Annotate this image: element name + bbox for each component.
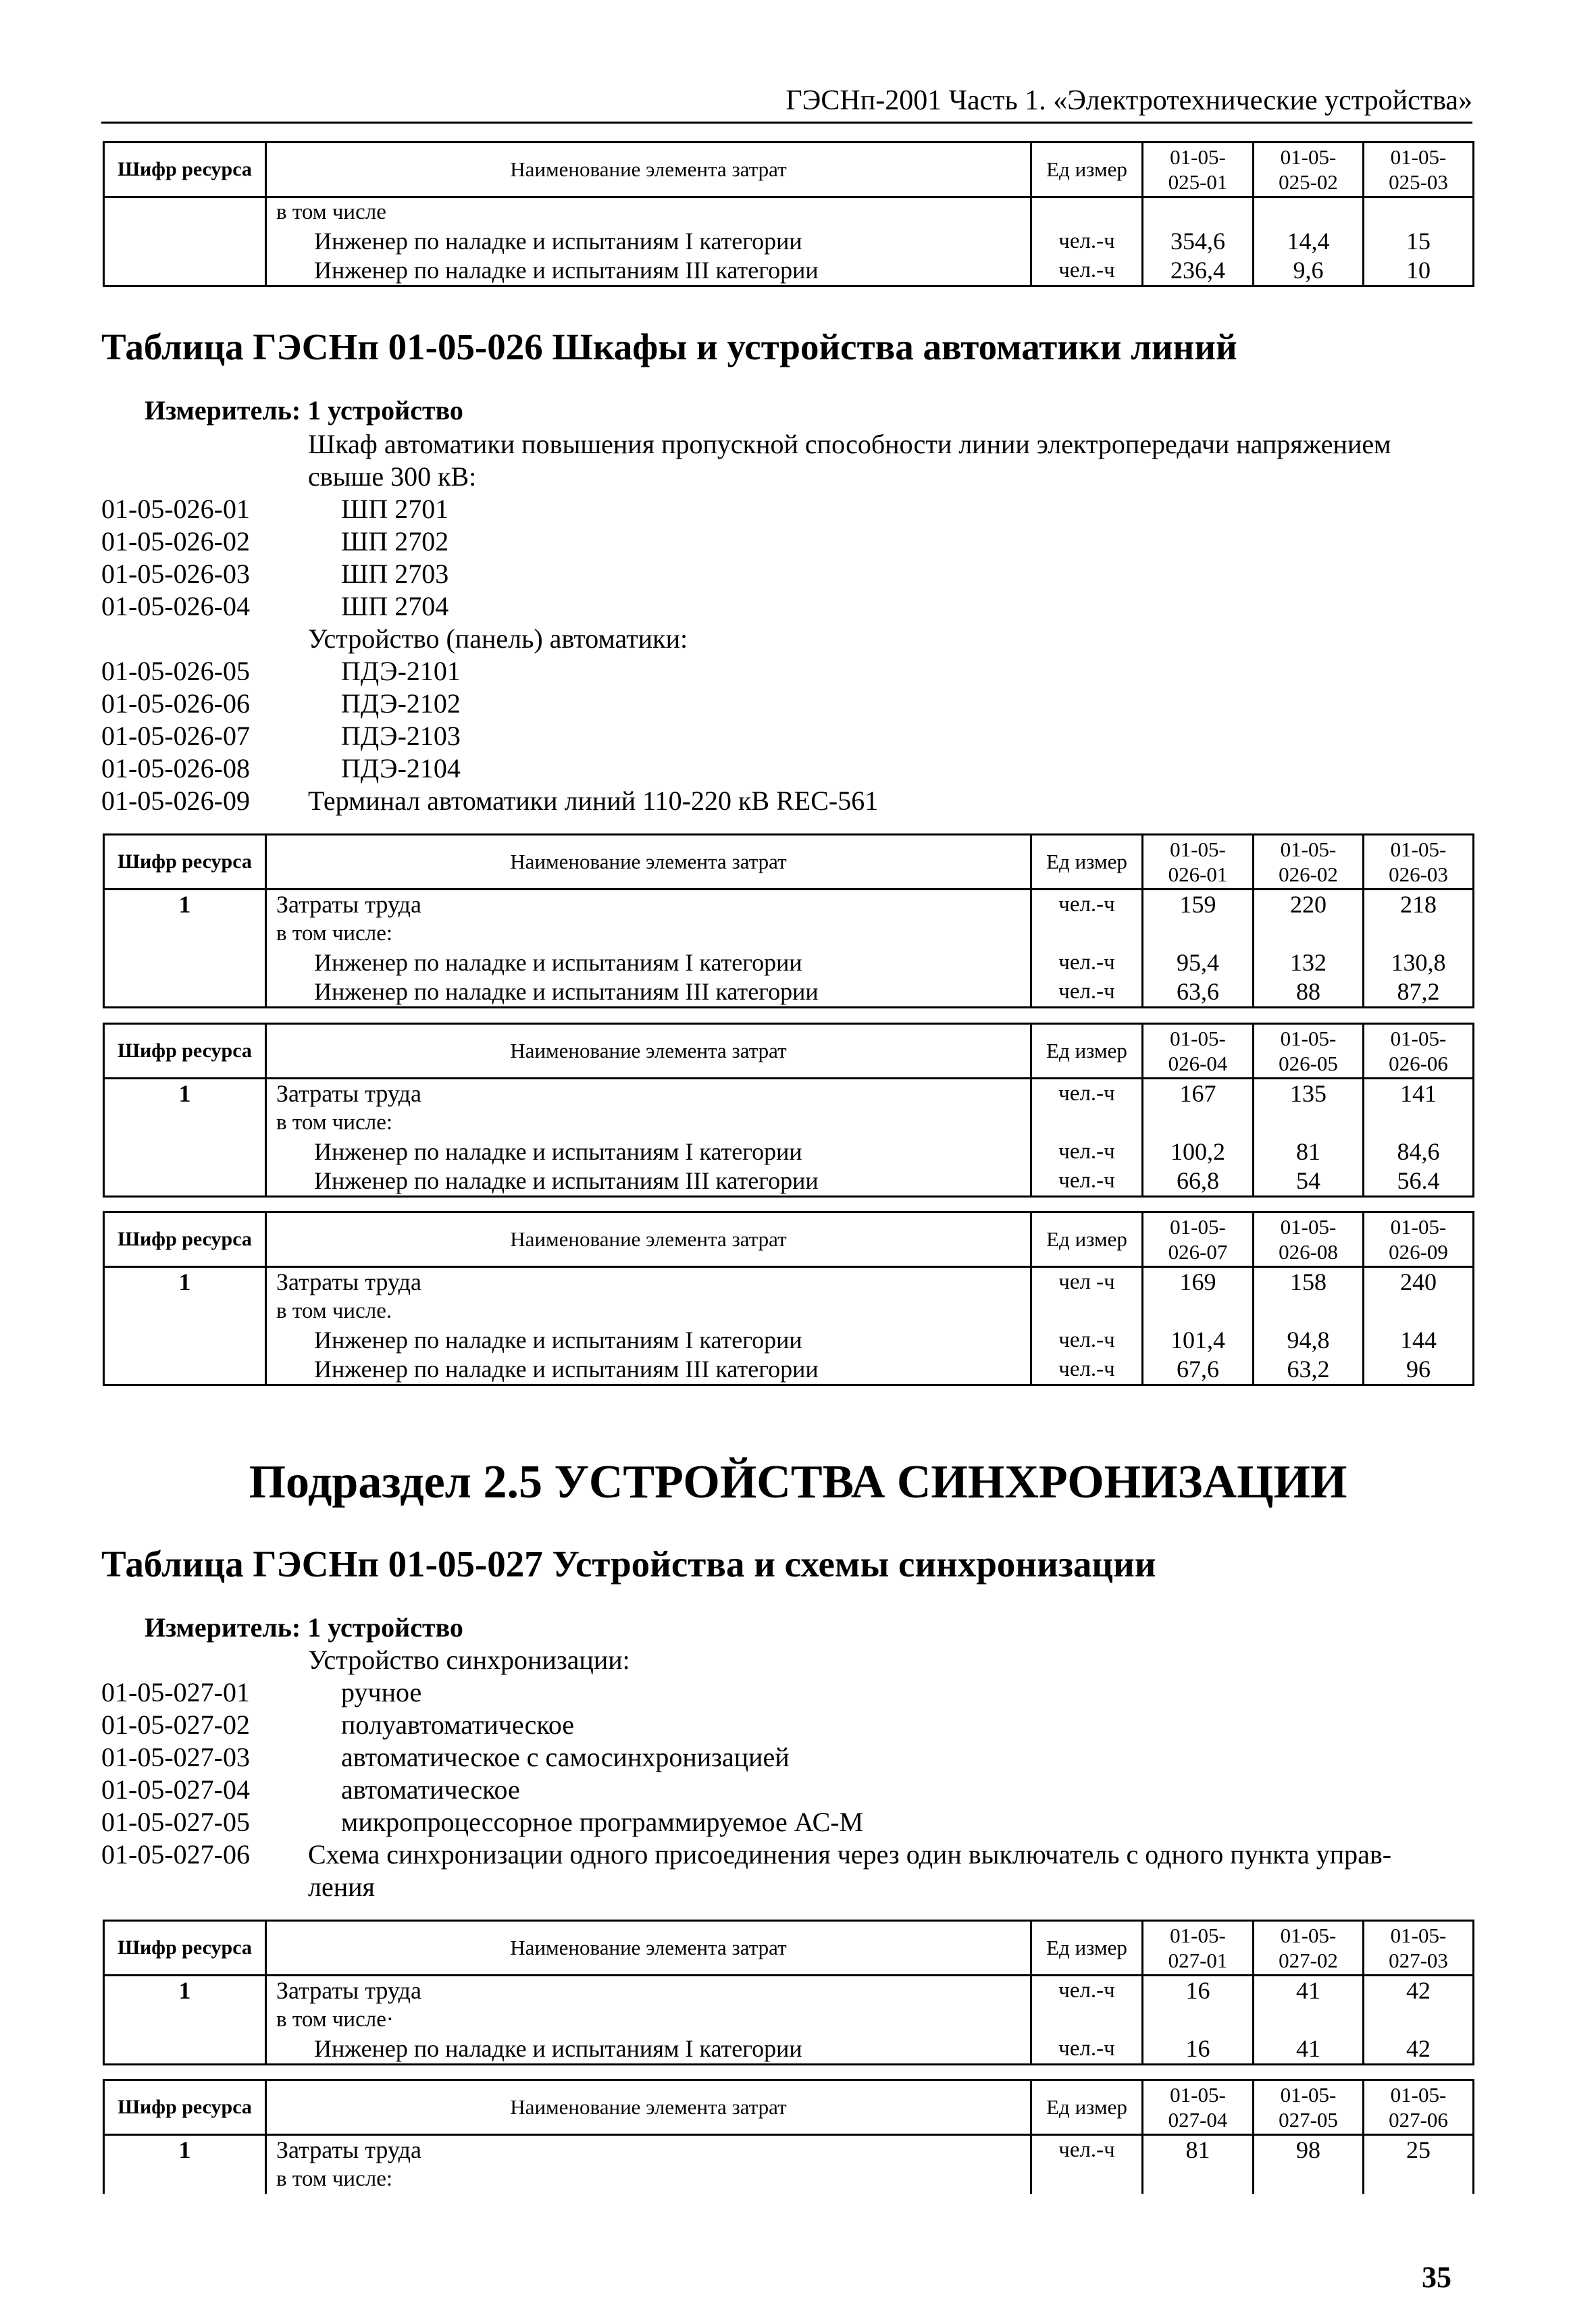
row-value-cell: [1364, 1108, 1474, 1137]
col-header-norm-code: 01-05- 026-07: [1143, 1212, 1254, 1267]
item-code: 01-05-026-05: [101, 656, 250, 686]
row-value-cell: 54: [1254, 1166, 1364, 1197]
item-code: 01-05-027-05: [101, 1807, 250, 1837]
col-header-norm-code: 01-05- 025-02: [1254, 143, 1364, 197]
norm-table-025: [103, 141, 1474, 287]
row-value-cell: [1254, 1108, 1364, 1137]
row-value-cell: 144: [1364, 1326, 1474, 1355]
item-code: 01-05-026-06: [101, 688, 250, 719]
row-value-cell: [1364, 2165, 1474, 2194]
row-name-cell: в том числе:: [266, 1108, 1031, 1137]
row-value-cell: [1143, 197, 1254, 228]
row-value-cell: 67,6: [1143, 1355, 1254, 1385]
item-name-continuation: ления: [308, 1872, 375, 1902]
table-row: [104, 1297, 1474, 1326]
col-header-norm-code: 01-05- 026-09: [1364, 1212, 1474, 1267]
row-value-cell: 135: [1254, 1079, 1364, 1109]
meter-value: 1 устройство: [307, 1612, 463, 1643]
row-code-cell: [104, 227, 266, 256]
row-code-cell: [104, 1326, 266, 1355]
row-code-cell: [104, 919, 266, 948]
row-code-cell: 1: [104, 1079, 266, 1109]
item-name: ШП 2704: [341, 591, 449, 621]
row-code-cell: [104, 197, 266, 228]
table-heading-026: Таблица ГЭСНп 01-05-026 Шкафы и устройства автоматики линий: [101, 326, 1237, 367]
row-value-cell: 41: [1254, 2034, 1364, 2065]
row-value-cell: 130,8: [1364, 948, 1474, 977]
table-row: [104, 2165, 1474, 2194]
row-value-cell: 95,4: [1143, 948, 1254, 977]
row-code-cell: [104, 948, 266, 977]
row-unit-cell: [1031, 2005, 1143, 2034]
row-value-cell: 354,6: [1143, 227, 1254, 256]
row-value-cell: 98: [1254, 2135, 1364, 2165]
row-unit-cell: чел.-ч: [1031, 2135, 1143, 2165]
running-title: ГЭСНп-2001 Часть 1. «Электротехнические устройства»: [786, 85, 1472, 116]
table-row: [104, 2034, 1474, 2065]
col-header-code: Шифр ресурса: [104, 1921, 266, 1976]
norm-table-026-b: [103, 1023, 1474, 1198]
item-name: Схема синхронизации одного присоединения через один выключатель с одного пункта управ-: [308, 1839, 1392, 1870]
col-header-code: Шифр ресурса: [104, 143, 266, 197]
item-name: автоматическое с самосинхронизацией: [341, 1742, 790, 1772]
col-header-norm-code: 01-05- 026-03: [1364, 835, 1474, 890]
subsection-heading: Подраздел 2.5 УСТРОЙСТВА СИНХРОНИЗАЦИИ: [249, 1456, 1347, 1508]
row-unit-cell: [1031, 1108, 1143, 1137]
col-header-norm-code: 01-05- 027-02: [1254, 1921, 1364, 1976]
row-code-cell: [104, 1137, 266, 1166]
col-header-unit: Ед измер: [1031, 1212, 1143, 1267]
item-code: 01-05-027-04: [101, 1774, 250, 1805]
row-value-cell: 16: [1143, 2034, 1254, 2065]
table-row: [104, 197, 1474, 228]
row-name-cell: Инженер по наладке и испытаниям I категории: [266, 227, 1031, 256]
row-name-cell: Затраты труда: [266, 1267, 1031, 1297]
row-value-cell: [1254, 197, 1364, 228]
item-code: 01-05-026-07: [101, 721, 250, 751]
row-value-cell: [1143, 1108, 1254, 1137]
col-header-unit: Ед измер: [1031, 1921, 1143, 1976]
item-name: ШП 2703: [341, 559, 449, 589]
item-name: ПДЭ-2102: [341, 688, 461, 719]
item-name: полуавтоматическое: [341, 1709, 575, 1740]
row-code-cell: [104, 1297, 266, 1326]
row-value-cell: 42: [1364, 1976, 1474, 2006]
col-header-unit: Ед измер: [1031, 1024, 1143, 1079]
row-value-cell: 15: [1364, 227, 1474, 256]
col-header-norm-code: 01-05- 025-01: [1143, 143, 1254, 197]
row-name-cell: Инженер по наладке и испытаниям III категории: [266, 977, 1031, 1008]
row-value-cell: [1143, 1297, 1254, 1326]
intro-line: свыше 300 кВ:: [308, 461, 477, 492]
table-row: [104, 1976, 1474, 2006]
row-code-cell: [104, 2034, 266, 2065]
row-value-cell: 169: [1143, 1267, 1254, 1297]
col-header-unit: Ед измер: [1031, 835, 1143, 890]
row-code-cell: 1: [104, 1976, 266, 2006]
col-header-name: Наименование элемента затрат: [266, 2080, 1031, 2135]
col-header-norm-code: 01-05- 026-06: [1364, 1024, 1474, 1079]
row-unit-cell: чел.-ч: [1031, 1166, 1143, 1197]
item-code: 01-05-027-02: [101, 1709, 250, 1740]
col-header-norm-code: 01-05- 027-04: [1143, 2080, 1254, 2135]
row-name-cell: в том числе:: [266, 2165, 1031, 2194]
col-header-norm-code: 01-05- 025-03: [1364, 143, 1474, 197]
col-header-norm-code: 01-05- 027-01: [1143, 1921, 1254, 1976]
norm-table-026-a: [103, 833, 1474, 1008]
col-header-code: Шифр ресурса: [104, 2080, 266, 2135]
row-unit-cell: чел.-ч: [1031, 227, 1143, 256]
intro-line: Шкаф автоматики повышения пропускной способности линии электропередачи напряжением: [308, 429, 1391, 459]
col-header-name: Наименование элемента затрат: [266, 143, 1031, 197]
row-value-cell: 9,6: [1254, 256, 1364, 286]
table-row: [104, 2005, 1474, 2034]
meter-027: [145, 1614, 463, 1641]
col-header-norm-code: 01-05- 027-06: [1364, 2080, 1474, 2135]
col-header-name: Наименование элемента затрат: [266, 835, 1031, 890]
row-value-cell: [1254, 2165, 1364, 2194]
col-header-norm-code: 01-05- 027-03: [1364, 1921, 1474, 1976]
row-name-cell: Инженер по наладке и испытаниям I категории: [266, 948, 1031, 977]
row-name-cell: Инженер по наладке и испытаниям I категории: [266, 1137, 1031, 1166]
row-code-cell: 1: [104, 890, 266, 920]
col-header-code: Шифр ресурса: [104, 1212, 266, 1267]
row-unit-cell: [1031, 919, 1143, 948]
item-code: 01-05-026-02: [101, 526, 250, 557]
row-code-cell: 1: [104, 1267, 266, 1297]
table-row: [104, 890, 1474, 920]
row-name-cell: в том числе.: [266, 1297, 1031, 1326]
row-unit-cell: [1031, 1297, 1143, 1326]
col-header-code: Шифр ресурса: [104, 835, 266, 890]
row-name-cell: Инженер по наладке и испытаниям III категории: [266, 1355, 1031, 1385]
row-unit-cell: [1031, 2165, 1143, 2194]
row-value-cell: 14,4: [1254, 227, 1364, 256]
table-row: [104, 977, 1474, 1008]
table-row: [104, 227, 1474, 256]
row-value-cell: [1364, 919, 1474, 948]
row-name-cell: Инженер по наладке и испытаниям III категории: [266, 1166, 1031, 1197]
table-row: [104, 948, 1474, 977]
row-value-cell: [1254, 1297, 1364, 1326]
row-name-cell: в том числе:: [266, 919, 1031, 948]
norm-table-027-b: [103, 2079, 1474, 2194]
item-code: 01-05-026-08: [101, 753, 250, 783]
item-name: микропроцессорное программируемое АС-М: [341, 1807, 864, 1837]
table-row: [104, 256, 1474, 286]
row-value-cell: 81: [1143, 2135, 1254, 2165]
row-unit-cell: чел.-ч: [1031, 1976, 1143, 2006]
meter-label: Измеритель:: [145, 395, 301, 426]
row-value-cell: [1254, 2005, 1364, 2034]
norm-table-026-c: [103, 1211, 1474, 1386]
row-unit-cell: чел.-ч: [1031, 977, 1143, 1008]
row-value-cell: 25: [1364, 2135, 1474, 2165]
row-name-cell: в том числе·: [266, 2005, 1031, 2034]
row-value-cell: 41: [1254, 1976, 1364, 2006]
row-unit-cell: чел.-ч: [1031, 948, 1143, 977]
row-name-cell: Инженер по наладке и испытаниям I категории: [266, 2034, 1031, 2065]
col-header-norm-code: 01-05- 026-04: [1143, 1024, 1254, 1079]
row-value-cell: 158: [1254, 1267, 1364, 1297]
row-value-cell: 132: [1254, 948, 1364, 977]
table-row: [104, 1079, 1474, 1109]
item-code: 01-05-027-03: [101, 1742, 250, 1772]
row-value-cell: 218: [1364, 890, 1474, 920]
group-label: Устройство синхронизации:: [308, 1645, 630, 1675]
row-code-cell: [104, 1108, 266, 1137]
row-value-cell: 63,6: [1143, 977, 1254, 1008]
item-name: ПДЭ-2103: [341, 721, 461, 751]
row-code-cell: [104, 977, 266, 1008]
row-value-cell: 240: [1364, 1267, 1474, 1297]
row-value-cell: [1143, 2165, 1254, 2194]
col-header-name: Наименование элемента затрат: [266, 1921, 1031, 1976]
col-header-norm-code: 01-05- 026-01: [1143, 835, 1254, 890]
row-code-cell: [104, 256, 266, 286]
row-unit-cell: чел.-ч: [1031, 1355, 1143, 1385]
row-value-cell: 16: [1143, 1976, 1254, 2006]
table-row: [104, 1267, 1474, 1297]
col-header-unit: Ед измер: [1031, 143, 1143, 197]
row-unit-cell: чел.-ч: [1031, 1137, 1143, 1166]
col-header-code: Шифр ресурса: [104, 1024, 266, 1079]
row-value-cell: 88: [1254, 977, 1364, 1008]
item-code: 01-05-027-01: [101, 1677, 250, 1707]
row-value-cell: 167: [1143, 1079, 1254, 1109]
row-code-cell: [104, 2005, 266, 2034]
row-name-cell: Затраты труда: [266, 1079, 1031, 1109]
row-value-cell: 220: [1254, 890, 1364, 920]
row-name-cell: в том числе: [266, 197, 1031, 228]
row-value-cell: 94,8: [1254, 1326, 1364, 1355]
row-unit-cell: [1031, 197, 1143, 228]
col-header-unit: Ед измер: [1031, 2080, 1143, 2135]
item-code: 01-05-026-04: [101, 591, 250, 621]
row-unit-cell: чел.-ч: [1031, 256, 1143, 286]
row-code-cell: 1: [104, 2135, 266, 2165]
meter-label: Измеритель:: [145, 1612, 301, 1643]
row-unit-cell: чел.-ч: [1031, 1079, 1143, 1109]
row-name-cell: Инженер по наладке и испытаниям I категории: [266, 1326, 1031, 1355]
table-row: [104, 1355, 1474, 1385]
row-value-cell: [1254, 919, 1364, 948]
row-unit-cell: чел -ч: [1031, 1267, 1143, 1297]
col-header-norm-code: 01-05- 027-05: [1254, 2080, 1364, 2135]
row-value-cell: 159: [1143, 890, 1254, 920]
col-header-name: Наименование элемента затрат: [266, 1212, 1031, 1267]
col-header-norm-code: 01-05- 026-02: [1254, 835, 1364, 890]
row-value-cell: [1143, 919, 1254, 948]
col-header-norm-code: 01-05- 026-05: [1254, 1024, 1364, 1079]
item-name: ПДЭ-2104: [341, 753, 461, 783]
row-value-cell: 87,2: [1364, 977, 1474, 1008]
table-row: [104, 1108, 1474, 1137]
row-value-cell: 236,4: [1143, 256, 1254, 286]
row-value-cell: 42: [1364, 2034, 1474, 2065]
row-value-cell: [1364, 2005, 1474, 2034]
row-value-cell: 96: [1364, 1355, 1474, 1385]
item-code: 01-05-026-01: [101, 494, 250, 524]
row-value-cell: 56.4: [1364, 1166, 1474, 1197]
row-value-cell: [1143, 2005, 1254, 2034]
row-value-cell: 10: [1364, 256, 1474, 286]
group-label: Устройство (панель) автоматики:: [308, 623, 688, 654]
table-row: [104, 919, 1474, 948]
meter-value: 1 устройство: [307, 395, 463, 426]
page-number: 35: [1422, 2261, 1451, 2294]
header-rule: [101, 122, 1472, 124]
row-unit-cell: чел.-ч: [1031, 890, 1143, 920]
row-name-cell: Затраты труда: [266, 890, 1031, 920]
norm-table-027-a: [103, 1920, 1474, 2065]
col-header-norm-code: 01-05- 026-08: [1254, 1212, 1364, 1267]
row-value-cell: 84,6: [1364, 1137, 1474, 1166]
item-code: 01-05-026-03: [101, 559, 250, 589]
item-code: 01-05-026-09: [101, 786, 250, 816]
table-row: [104, 1166, 1474, 1197]
meter-026: [145, 397, 463, 424]
row-value-cell: 66,8: [1143, 1166, 1254, 1197]
row-value-cell: 141: [1364, 1079, 1474, 1109]
item-code: 01-05-027-06: [101, 1839, 250, 1870]
table-row: [104, 1326, 1474, 1355]
table-row: [104, 1137, 1474, 1166]
item-name: ШП 2701: [341, 494, 449, 524]
row-value-cell: [1364, 1297, 1474, 1326]
row-code-cell: [104, 1166, 266, 1197]
row-value-cell: 81: [1254, 1137, 1364, 1166]
table-row: [104, 2135, 1474, 2165]
item-name: автоматическое: [341, 1774, 520, 1805]
item-name: ПДЭ-2101: [341, 656, 461, 686]
row-value-cell: [1364, 197, 1474, 228]
row-code-cell: [104, 1355, 266, 1385]
row-unit-cell: чел.-ч: [1031, 1326, 1143, 1355]
row-name-cell: Затраты труда: [266, 1976, 1031, 2006]
item-name: ручное: [341, 1677, 422, 1707]
row-name-cell: Инженер по наладке и испытаниям III категории: [266, 256, 1031, 286]
row-code-cell: [104, 2165, 266, 2194]
item-name: ШП 2702: [341, 526, 449, 557]
row-value-cell: 63,2: [1254, 1355, 1364, 1385]
item-name: Терминал автоматики линий 110-220 кВ REC-561: [308, 786, 879, 816]
row-unit-cell: чел.-ч: [1031, 2034, 1143, 2065]
row-value-cell: 100,2: [1143, 1137, 1254, 1166]
col-header-name: Наименование элемента затрат: [266, 1024, 1031, 1079]
row-name-cell: Затраты труда: [266, 2135, 1031, 2165]
table-heading-027: Таблица ГЭСНп 01-05-027 Устройства и схемы синхронизации: [101, 1543, 1156, 1585]
row-value-cell: 101,4: [1143, 1326, 1254, 1355]
